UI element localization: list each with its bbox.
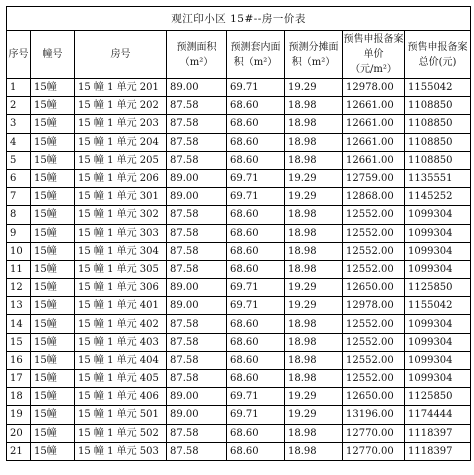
cell-room: 15 幢 1 单元 205 <box>75 151 167 169</box>
cell-room: 15 幢 1 单元 302 <box>75 206 167 224</box>
cell-building: 15幢 <box>31 188 75 206</box>
table-row <box>7 97 471 115</box>
header-row <box>7 31 471 79</box>
cell-inner-area: 68.60 <box>227 260 285 278</box>
table-row <box>7 297 471 315</box>
cell-building: 15幢 <box>31 351 75 369</box>
cell-inner-area: 68.60 <box>227 442 285 460</box>
cell-shared-area: 18.98 <box>285 260 343 278</box>
cell-room: 15 幢 1 单元 402 <box>75 315 167 333</box>
cell-inner-area: 68.60 <box>227 424 285 442</box>
cell-building: 15幢 <box>31 242 75 260</box>
cell-area: 87.58 <box>167 206 227 224</box>
cell-shared-area: 18.98 <box>285 333 343 351</box>
table-row <box>7 333 471 351</box>
table-row <box>7 260 471 278</box>
cell-inner-area: 69.71 <box>227 169 285 187</box>
cell-seq: 4 <box>7 133 31 151</box>
cell-shared-area: 19.29 <box>285 406 343 424</box>
cell-unit-price: 12868.00 <box>343 188 405 206</box>
cell-building: 15幢 <box>31 424 75 442</box>
cell-total-price: 1135551 <box>405 169 471 187</box>
cell-seq: 19 <box>7 406 31 424</box>
cell-area: 87.58 <box>167 260 227 278</box>
cell-area: 89.00 <box>167 388 227 406</box>
cell-inner-area: 68.60 <box>227 370 285 388</box>
cell-total-price: 1108850 <box>405 115 471 133</box>
cell-seq: 12 <box>7 279 31 297</box>
cell-building: 15幢 <box>31 406 75 424</box>
cell-area: 87.58 <box>167 242 227 260</box>
table-row <box>7 151 471 169</box>
cell-inner-area: 69.71 <box>227 79 285 97</box>
cell-shared-area: 18.98 <box>285 151 343 169</box>
cell-unit-price: 12650.00 <box>343 279 405 297</box>
cell-total-price: 1125850 <box>405 279 471 297</box>
cell-seq: 6 <box>7 169 31 187</box>
cell-area: 89.00 <box>167 79 227 97</box>
cell-shared-area: 18.98 <box>285 206 343 224</box>
cell-seq: 20 <box>7 424 31 442</box>
cell-seq: 17 <box>7 370 31 388</box>
cell-unit-price: 12661.00 <box>343 151 405 169</box>
table-row <box>7 406 471 424</box>
cell-unit-price: 12978.00 <box>343 79 405 97</box>
cell-inner-area: 68.60 <box>227 351 285 369</box>
cell-area: 87.58 <box>167 424 227 442</box>
cell-total-price: 1145252 <box>405 188 471 206</box>
price-table-sheet <box>6 6 470 461</box>
cell-area: 87.58 <box>167 442 227 460</box>
cell-room: 15 幢 1 单元 501 <box>75 406 167 424</box>
cell-total-price: 1155042 <box>405 79 471 97</box>
cell-area: 87.58 <box>167 315 227 333</box>
cell-shared-area: 19.29 <box>285 388 343 406</box>
cell-shared-area: 18.98 <box>285 97 343 115</box>
cell-seq: 16 <box>7 351 31 369</box>
cell-shared-area: 19.29 <box>285 79 343 97</box>
cell-room: 15 幢 1 单元 301 <box>75 188 167 206</box>
cell-building: 15幢 <box>31 97 75 115</box>
cell-inner-area: 68.60 <box>227 315 285 333</box>
cell-unit-price: 12552.00 <box>343 260 405 278</box>
cell-total-price: 1125850 <box>405 388 471 406</box>
cell-seq: 3 <box>7 115 31 133</box>
cell-room: 15 幢 1 单元 303 <box>75 224 167 242</box>
cell-area: 87.58 <box>167 133 227 151</box>
cell-inner-area: 68.60 <box>227 151 285 169</box>
table-row <box>7 388 471 406</box>
cell-room: 15 幢 1 单元 304 <box>75 242 167 260</box>
table-title: 观江印小区 15#--房一价表 <box>7 7 471 31</box>
cell-total-price: 1155042 <box>405 297 471 315</box>
cell-room: 15 幢 1 单元 203 <box>75 115 167 133</box>
header-total-price: 预售申报备案总价(元) <box>405 31 471 79</box>
cell-seq: 18 <box>7 388 31 406</box>
cell-shared-area: 18.98 <box>285 442 343 460</box>
cell-room: 15 幢 1 单元 503 <box>75 442 167 460</box>
cell-area: 89.00 <box>167 406 227 424</box>
cell-total-price: 1174444 <box>405 406 471 424</box>
cell-inner-area: 69.71 <box>227 297 285 315</box>
cell-unit-price: 13196.00 <box>343 406 405 424</box>
table-row <box>7 115 471 133</box>
cell-room: 15 幢 1 单元 306 <box>75 279 167 297</box>
cell-total-price: 1099304 <box>405 351 471 369</box>
cell-unit-price: 12552.00 <box>343 224 405 242</box>
cell-shared-area: 18.98 <box>285 424 343 442</box>
cell-unit-price: 12552.00 <box>343 351 405 369</box>
header-inner-area: 预测套内面积（m²） <box>227 31 285 79</box>
cell-room: 15 幢 1 单元 401 <box>75 297 167 315</box>
cell-seq: 10 <box>7 242 31 260</box>
header-shared-area: 预测分摊面积（m²） <box>285 31 343 79</box>
cell-inner-area: 68.60 <box>227 242 285 260</box>
cell-total-price: 1118397 <box>405 424 471 442</box>
cell-unit-price: 12552.00 <box>343 370 405 388</box>
table-row <box>7 188 471 206</box>
header-unit-price: 预售申报备案单价（元/m²） <box>343 31 405 79</box>
cell-area: 89.00 <box>167 297 227 315</box>
cell-total-price: 1099304 <box>405 242 471 260</box>
cell-room: 15 幢 1 单元 502 <box>75 424 167 442</box>
cell-inner-area: 68.60 <box>227 224 285 242</box>
table-body <box>7 79 471 461</box>
cell-area: 87.58 <box>167 370 227 388</box>
cell-building: 15幢 <box>31 442 75 460</box>
cell-building: 15幢 <box>31 133 75 151</box>
cell-seq: 15 <box>7 333 31 351</box>
cell-unit-price: 12661.00 <box>343 133 405 151</box>
cell-unit-price: 12978.00 <box>343 297 405 315</box>
table-row <box>7 206 471 224</box>
cell-building: 15幢 <box>31 370 75 388</box>
header-area: 预测面积（m²） <box>167 31 227 79</box>
cell-area: 89.00 <box>167 279 227 297</box>
cell-building: 15幢 <box>31 224 75 242</box>
cell-seq: 11 <box>7 260 31 278</box>
cell-inner-area: 69.71 <box>227 279 285 297</box>
table-row <box>7 442 471 460</box>
table-row <box>7 169 471 187</box>
cell-room: 15 幢 1 单元 305 <box>75 260 167 278</box>
cell-inner-area: 68.60 <box>227 133 285 151</box>
cell-inner-area: 68.60 <box>227 97 285 115</box>
cell-inner-area: 69.71 <box>227 188 285 206</box>
cell-area: 89.00 <box>167 188 227 206</box>
cell-area: 89.00 <box>167 169 227 187</box>
cell-total-price: 1099304 <box>405 260 471 278</box>
header-seq: 序号 <box>7 31 31 79</box>
cell-building: 15幢 <box>31 333 75 351</box>
table-row <box>7 370 471 388</box>
cell-seq: 5 <box>7 151 31 169</box>
cell-total-price: 1108850 <box>405 97 471 115</box>
cell-seq: 9 <box>7 224 31 242</box>
cell-unit-price: 12759.00 <box>343 169 405 187</box>
table-row <box>7 351 471 369</box>
cell-total-price: 1118397 <box>405 442 471 460</box>
cell-unit-price: 12661.00 <box>343 97 405 115</box>
cell-room: 15 幢 1 单元 202 <box>75 97 167 115</box>
cell-building: 15幢 <box>31 279 75 297</box>
cell-total-price: 1108850 <box>405 151 471 169</box>
cell-shared-area: 18.98 <box>285 242 343 260</box>
cell-seq: 21 <box>7 442 31 460</box>
cell-building: 15幢 <box>31 315 75 333</box>
cell-area: 87.58 <box>167 115 227 133</box>
cell-area: 87.58 <box>167 333 227 351</box>
cell-building: 15幢 <box>31 388 75 406</box>
price-table <box>6 6 471 461</box>
cell-shared-area: 18.98 <box>285 224 343 242</box>
cell-seq: 8 <box>7 206 31 224</box>
cell-seq: 7 <box>7 188 31 206</box>
cell-room: 15 幢 1 单元 201 <box>75 79 167 97</box>
cell-shared-area: 18.98 <box>285 115 343 133</box>
cell-shared-area: 19.29 <box>285 188 343 206</box>
cell-unit-price: 12661.00 <box>343 115 405 133</box>
cell-building: 15幢 <box>31 115 75 133</box>
cell-unit-price: 12552.00 <box>343 333 405 351</box>
cell-seq: 14 <box>7 315 31 333</box>
cell-seq: 1 <box>7 79 31 97</box>
cell-total-price: 1099304 <box>405 224 471 242</box>
table-row <box>7 424 471 442</box>
cell-total-price: 1099304 <box>405 370 471 388</box>
cell-unit-price: 12650.00 <box>343 388 405 406</box>
cell-area: 87.58 <box>167 351 227 369</box>
cell-inner-area: 68.60 <box>227 115 285 133</box>
cell-unit-price: 12770.00 <box>343 442 405 460</box>
table-row <box>7 133 471 151</box>
cell-building: 15幢 <box>31 206 75 224</box>
cell-building: 15幢 <box>31 260 75 278</box>
cell-shared-area: 18.98 <box>285 370 343 388</box>
table-row <box>7 279 471 297</box>
cell-unit-price: 12770.00 <box>343 424 405 442</box>
cell-total-price: 1108850 <box>405 133 471 151</box>
cell-inner-area: 68.60 <box>227 333 285 351</box>
cell-area: 87.58 <box>167 97 227 115</box>
cell-total-price: 1099304 <box>405 333 471 351</box>
cell-room: 15 幢 1 单元 405 <box>75 370 167 388</box>
cell-inner-area: 69.71 <box>227 406 285 424</box>
table-row <box>7 79 471 97</box>
cell-unit-price: 12552.00 <box>343 242 405 260</box>
header-room: 房号 <box>75 31 167 79</box>
cell-total-price: 1099304 <box>405 206 471 224</box>
cell-building: 15幢 <box>31 79 75 97</box>
cell-total-price: 1099304 <box>405 315 471 333</box>
cell-room: 15 幢 1 单元 406 <box>75 388 167 406</box>
cell-shared-area: 18.98 <box>285 351 343 369</box>
cell-area: 87.58 <box>167 151 227 169</box>
cell-shared-area: 18.98 <box>285 133 343 151</box>
cell-inner-area: 68.60 <box>227 206 285 224</box>
cell-shared-area: 19.29 <box>285 169 343 187</box>
cell-shared-area: 19.29 <box>285 297 343 315</box>
cell-room: 15 幢 1 单元 206 <box>75 169 167 187</box>
cell-building: 15幢 <box>31 169 75 187</box>
table-row <box>7 242 471 260</box>
cell-shared-area: 19.29 <box>285 279 343 297</box>
cell-shared-area: 18.98 <box>285 315 343 333</box>
cell-room: 15 幢 1 单元 404 <box>75 351 167 369</box>
cell-room: 15 幢 1 单元 403 <box>75 333 167 351</box>
cell-unit-price: 12552.00 <box>343 315 405 333</box>
cell-area: 87.58 <box>167 224 227 242</box>
table-row <box>7 224 471 242</box>
cell-inner-area: 69.71 <box>227 388 285 406</box>
cell-building: 15幢 <box>31 297 75 315</box>
header-building: 幢号 <box>31 31 75 79</box>
cell-building: 15幢 <box>31 151 75 169</box>
cell-room: 15 幢 1 单元 204 <box>75 133 167 151</box>
cell-seq: 2 <box>7 97 31 115</box>
cell-seq: 13 <box>7 297 31 315</box>
cell-unit-price: 12552.00 <box>343 206 405 224</box>
table-row <box>7 315 471 333</box>
